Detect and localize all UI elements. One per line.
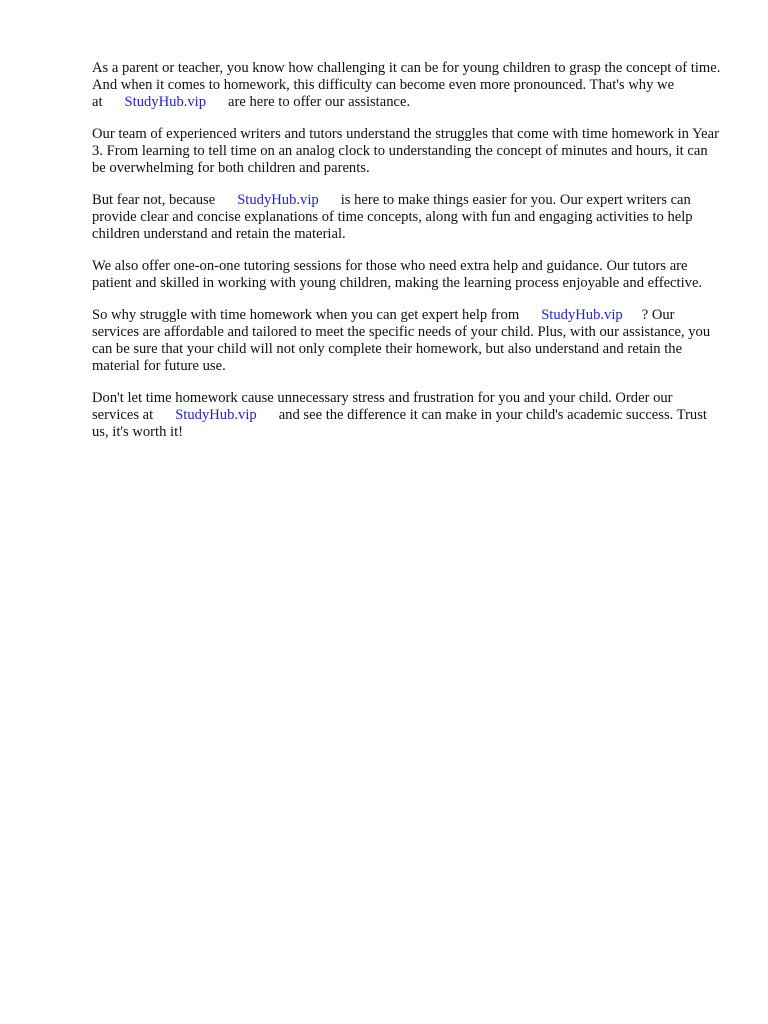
- document-page: [92, 60, 722, 456]
- paragraph-team: [92, 126, 722, 177]
- paragraph-tutoring: [92, 258, 722, 292]
- studyhub-link[interactable]: StudyHub.vip: [541, 307, 623, 323]
- paragraph-fear-not-text-b: is here to make things easier for you. Our expert writers can provide clear and concise explanations of time concepts, along with fun and engaging activities to help children understand and retain the material.: [92, 192, 693, 242]
- studyhub-link[interactable]: StudyHub.vip: [124, 94, 207, 110]
- paragraph-fear-not-text-a: But fear not, because: [92, 192, 216, 208]
- paragraph-why-struggle: [92, 307, 722, 375]
- paragraph-why-struggle-text-b: ? Our services are affordable and tailored to meet the specific needs of your child. Plus, with our assistance, you can be sure that your child will not only complete their homework, but also understand and retain the material for future use.: [92, 307, 711, 374]
- studyhub-link[interactable]: StudyHub.vip: [237, 192, 319, 208]
- paragraph-fear-not: [92, 192, 722, 243]
- paragraph-order-text-a: Don't let time homework cause unnecessary stress and frustration for you and your child. Order our services at: [92, 390, 673, 423]
- paragraph-intro-text-a: As a parent or teacher, you know how challenging it can be for young children to grasp the concept of time. And when it comes to homework, this difficulty can become even more pronounced. That's why we at: [92, 60, 721, 110]
- paragraph-order-text-b: and see the difference it can make in your child's academic success. Trust us, it's worth it!: [92, 407, 707, 440]
- paragraph-intro: [92, 60, 722, 111]
- paragraph-intro-text-b: are here to offer our assistance.: [228, 94, 411, 110]
- studyhub-link[interactable]: StudyHub.vip: [175, 407, 257, 423]
- paragraph-tutoring-text: We also offer one-on-one tutoring sessions for those who need extra help and guidance. Our tutors are patient and skilled in working with young children, making the learning process enjoyable and effective.: [92, 258, 703, 291]
- paragraph-order: [92, 390, 722, 441]
- paragraph-team-text: Our team of experienced writers and tutors understand the struggles that come with time homework in Year 3. From learning to tell time on an analog clock to understanding the concept of minutes and hours, it can be overwhelming for both children and parents.: [92, 126, 719, 176]
- paragraph-why-struggle-text-a: So why struggle with time homework when you can get expert help from: [92, 307, 520, 323]
